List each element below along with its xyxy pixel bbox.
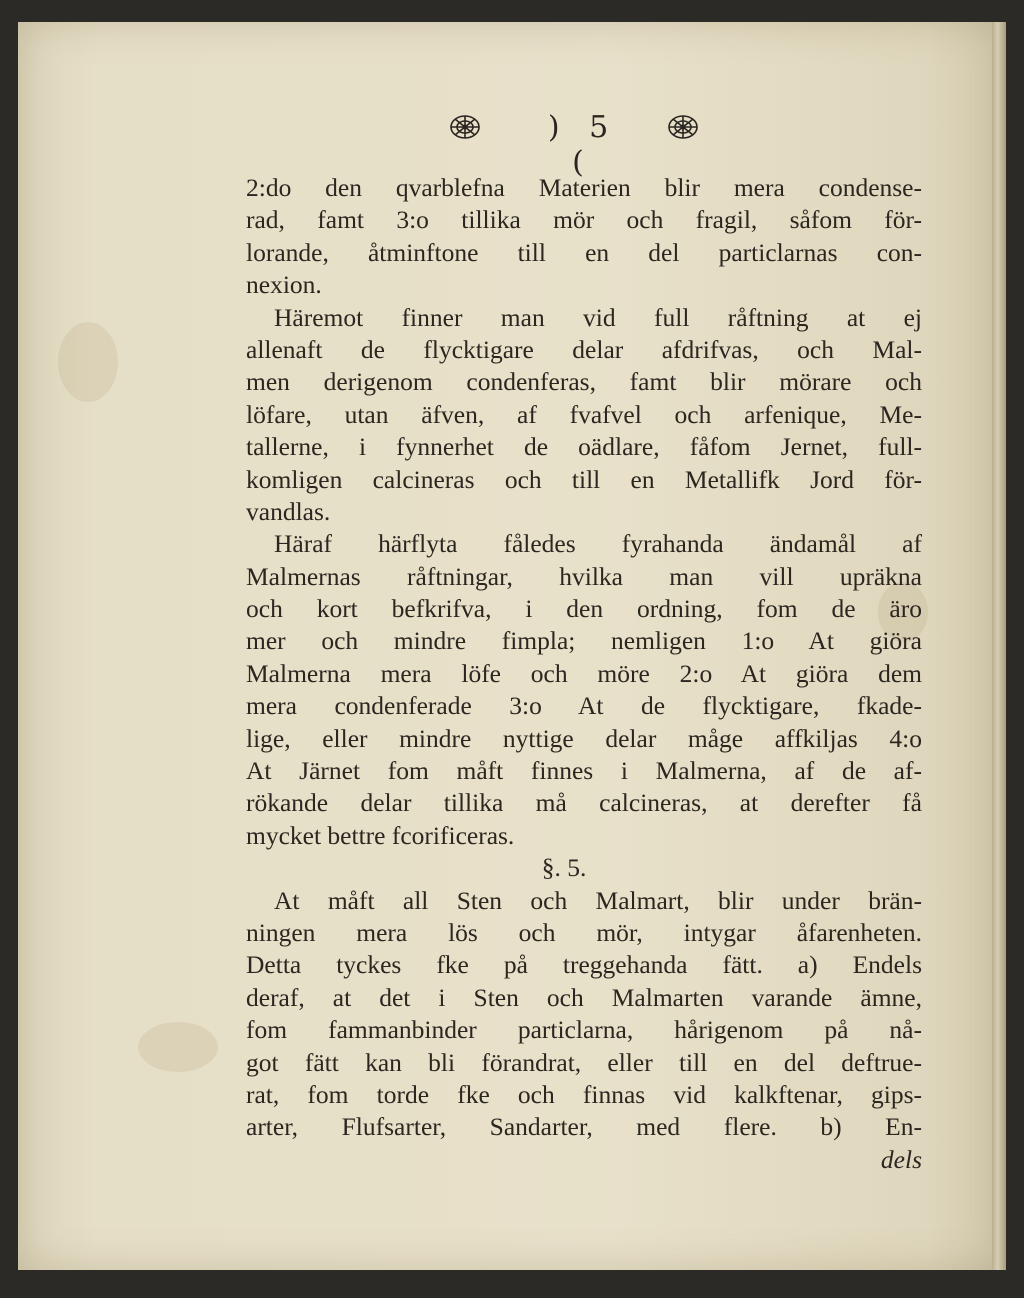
text-line: lorande, åtminftone till en del particlarnas con- (246, 237, 922, 267)
book-page (18, 22, 1006, 1270)
text-line: och kort befkrifva, i den ordning, fom de äro (246, 594, 922, 624)
text-line: got fätt kan bli förandrat, eller till en del deftrue- (246, 1047, 922, 1077)
text-line: komligen calcineras och till en Metallifk Jord för- (246, 464, 922, 494)
running-head (18, 110, 1006, 180)
text-line: nexion. (246, 270, 322, 300)
paper-stain (138, 1022, 218, 1072)
paragraph-start-line: At måft all Sten och Malmart, blir under brän- (274, 885, 922, 915)
text-line: arter, Flufsarter, Sandarter, med flere. b) En- (246, 1112, 922, 1142)
paragraph-start-line: Häraf härflyta fåledes fyrahanda ändamål af (274, 529, 922, 559)
text-line: 2:do den qvarblefna Materien blir mera condense- (246, 173, 922, 202)
text-line: deraf, at det i Sten och Malmarten varande ämne, (246, 982, 922, 1012)
text-line: mer och mindre fimpla; nemligen 1:o At giöra (246, 626, 922, 656)
paragraph-start-line: Häremot finner man vid full råftning at ej (274, 302, 922, 332)
text-line: ningen mera lös och mör, intygar åfarenheten. (246, 917, 922, 947)
text-line: lige, eller mindre nyttige delar måge affkiljas 4:o (246, 723, 922, 753)
body-text (246, 172, 922, 1176)
text-line: men derigenom condenferas, famt blir mörare och (246, 367, 922, 397)
paper-stain (58, 322, 118, 402)
text-line: tallerne, i fynnerhet de oädlare, fåfom Jernet, full- (246, 432, 922, 462)
text-line: Detta tyckes fke på treggehanda fätt. a) Endels (246, 950, 922, 980)
text-line: mera condenferade 3:o At de flycktigare, fkade- (246, 691, 922, 721)
text-line: mycket bettre fcorificeras. (246, 820, 515, 850)
text-line: vandlas. (246, 496, 331, 526)
text-line: Malmerna mera löfe och möre 2:o At giöra dem (246, 658, 922, 688)
catchword: dels (880, 1144, 922, 1174)
floral-ornament-icon (448, 112, 482, 142)
text-line: rökande delar tillika må calcineras, at derefter få (246, 788, 922, 818)
text-line: At Järnet fom måft finnes i Malmerna, af de af- (246, 756, 922, 786)
text-line: fom fammanbinder particlarna, hårigenom på nå- (246, 1015, 922, 1045)
section-heading: §. 5. (541, 853, 587, 883)
text-line: Malmernas råftningar, hvilka man vill upräkna (246, 561, 922, 591)
text-line: allenaft de flycktigare delar afdrifvas, och Mal- (246, 334, 922, 364)
page-edge (992, 22, 1006, 1270)
text-line: rad, famt 3:o tillika mör och fragil, såfom för- (246, 205, 922, 235)
floral-ornament-icon (666, 112, 700, 142)
page-number: ) 5 ( (547, 110, 619, 180)
text-line: löfare, utan äfven, af fvafvel och arfenique, Me- (246, 399, 922, 429)
text-line: rat, fom torde fke och finnas vid kalkftenar, gips- (246, 1079, 922, 1109)
